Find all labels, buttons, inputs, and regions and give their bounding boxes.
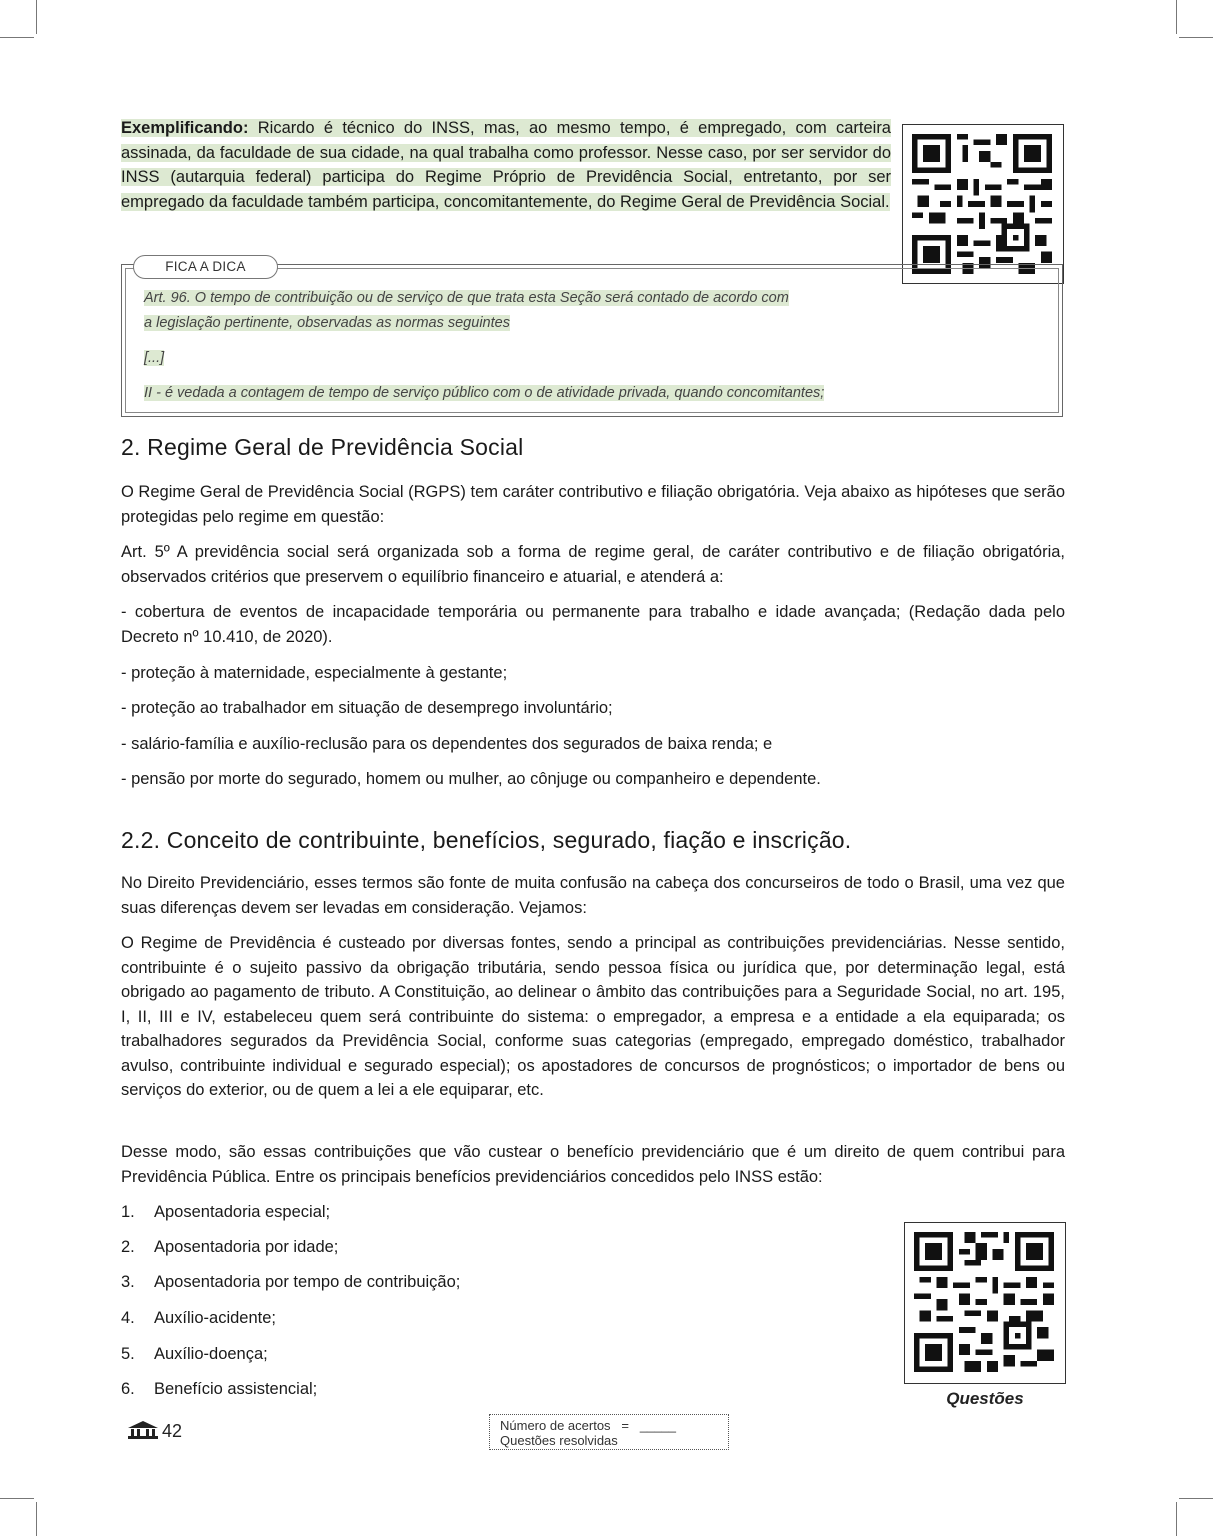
tip-label: FICA A DICA bbox=[133, 255, 278, 279]
section-2-item: - proteção ao trabalhador em situação de desemprego involuntário; bbox=[121, 699, 613, 717]
section-2-2-paragraph-1: No Direito Previdenciário, esses termos são fonte de muita confusão na cabeça dos concurseiros de todo o Brasil, uma vez que suas diferenças devem ser levadas em consideração. Vejamos: bbox=[121, 874, 1065, 917]
crop-mark bbox=[1176, 1502, 1177, 1536]
example-label: Exemplificando: bbox=[121, 119, 249, 137]
qr-code-icon bbox=[912, 134, 1052, 274]
qr-code-top[interactable] bbox=[902, 124, 1064, 284]
page-number-block bbox=[128, 1421, 182, 1444]
benefit-list-item: 3. Aposentadoria por tempo de contribuição; bbox=[121, 1273, 461, 1291]
qr-code-icon bbox=[914, 1232, 1054, 1372]
section-2-2-heading: 2.2. Conceito de contribuinte, benefícios, segurado, fiação e inscrição. bbox=[121, 827, 852, 853]
crop-mark bbox=[36, 1502, 37, 1536]
section-2-item: - proteção à maternidade, especialmente à gestante; bbox=[121, 664, 508, 682]
score-line-2: Questões resolvidas bbox=[500, 1433, 618, 1448]
section-2-item: - cobertura de eventos de incapacidade temporária ou permanente para trabalho e idade avançada; (Redação dada pelo Decreto nº 10.410, de 2020). bbox=[121, 603, 1065, 646]
tip-line-1: Art. 96. O tempo de contribuição ou de serviço de que trata esta Seção será contado de acordo com bbox=[144, 290, 789, 306]
benefit-list-item: 4. Auxílio-acidente; bbox=[121, 1309, 276, 1327]
crop-mark bbox=[36, 0, 37, 34]
score-line-1: Número de acertos = _____ bbox=[500, 1418, 676, 1433]
example-text: Ricardo é técnico do INSS, mas, ao mesmo tempo, é empregado, com carteira assinada, da faculdade de sua cidade, na qual trabalha como professor. Nesse caso, por ser servidor do INSS (autarquia federal) participa do Regime Próprio de Previdência Social, entretanto, por ser empregado da faculdade também participa, concomitantemente, do Regime Geral de Previdência Social. bbox=[121, 119, 891, 211]
qr-code-questions[interactable] bbox=[904, 1222, 1066, 1384]
crop-mark bbox=[0, 1498, 34, 1499]
section-2-2-paragraph-3: Desse modo, são essas contribuições que vão custear o benefício previdenciário que é um direito de quem contribui para Previdência Pública. Entre os principais benefícios previdenciários concedidos pelo INSS estão: bbox=[121, 1143, 1065, 1186]
score-box bbox=[489, 1414, 729, 1450]
example-paragraph bbox=[121, 116, 891, 214]
crop-mark bbox=[1176, 0, 1177, 34]
crop-mark bbox=[1179, 37, 1213, 38]
section-2-item: - salário-família e auxílio-reclusão para os dependentes dos segurados de baixa renda; e bbox=[121, 735, 773, 753]
building-columns-icon bbox=[128, 1421, 158, 1444]
page-number: 42 bbox=[162, 1421, 183, 1441]
section-2-paragraph-1: O Regime Geral de Previdência Social (RGPS) tem caráter contributivo e filiação obrigatória. Veja abaixo as hipóteses que serão protegidas pelo regime em questão: bbox=[121, 483, 1065, 526]
crop-mark bbox=[1179, 1498, 1213, 1499]
benefit-list-item: 1. Aposentadoria especial; bbox=[121, 1203, 331, 1221]
benefit-list-item: 5. Auxílio-doença; bbox=[121, 1345, 268, 1363]
section-2-paragraph-2: Art. 5º A previdência social será organizada sob a forma de regime geral, de caráter contributivo e de filiação obrigatória, observados critérios que preservem o equilíbrio financeiro e atuarial, e atenderá a: bbox=[121, 543, 1065, 586]
qr-caption: Questões bbox=[946, 1389, 1024, 1408]
section-2-2-paragraph-2: O Regime de Previdência é custeado por diversas fontes, sendo a principal as contribuições previdenciárias. Nesse sentido, contribuinte é o sujeito passivo da obrigação tributária, sendo pessoa física ou jurídica que, por determinação legal, está obrigado ao pagamento de tributo. A Constituição, ao delinear o âmbito das contribuições para a Seguridade Social, no art. 195, I, II, III e IV, estabeleceu quem será contribuinte do sistema: o empregador, a empresa e a entidade a ela equiparada; os trabalhadores segurados da Previdência Social, conforme suas categorias (empregado, empregado doméstico, trabalhador avulso, contribuinte individual e segurado especial); os apostadores de concursos de prognósticos; o importador de bens ou serviços do exterior, ou de quem a lei a ele equiparar, etc. bbox=[121, 934, 1065, 1099]
section-2-item: - pensão por morte do segurado, homem ou mulher, ao cônjuge ou companheiro e dependente. bbox=[121, 770, 821, 788]
benefit-list-item: 6. Benefício assistencial; bbox=[121, 1380, 318, 1398]
tip-line-3: [...] bbox=[144, 350, 165, 366]
section-2-heading: 2. Regime Geral de Previdência Social bbox=[121, 434, 524, 460]
benefit-list-item: 2. Aposentadoria por idade; bbox=[121, 1238, 339, 1256]
crop-mark bbox=[0, 37, 34, 38]
tip-line-4: II - é vedada a contagem de tempo de serviço público com o de atividade privada, quando concomitantes; bbox=[144, 385, 825, 401]
tip-line-2: a legislação pertinente, observadas as normas seguintes bbox=[144, 315, 510, 331]
